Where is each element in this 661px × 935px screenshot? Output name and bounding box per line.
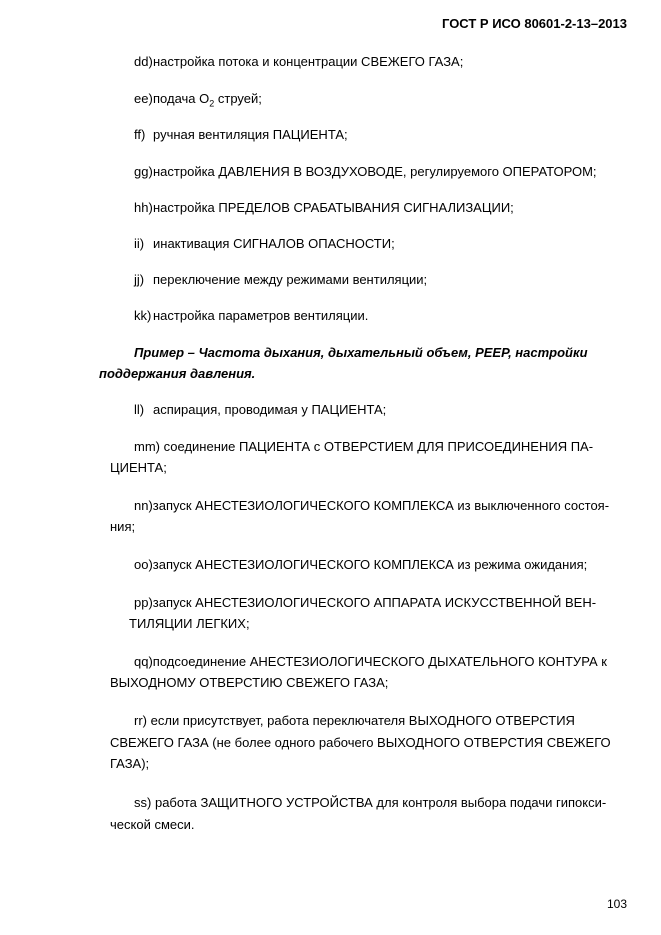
list-item-label: rr)	[134, 713, 147, 728]
list-item-text: настройка потока и концентрации СВЕЖЕГО ГАЗА;	[153, 54, 464, 69]
list-item-ii	[134, 236, 395, 251]
list-item-nn-cont: ния;	[110, 519, 136, 534]
list-item-text: запуск АНЕСТЕЗИОЛОГИЧЕСКОГО КОМПЛЕКСА из выключенного состоя-	[152, 498, 610, 513]
list-item-text: если присутствует, работа переключателя ВЫХОДНОГО ОТВЕРСТИЯ	[150, 713, 575, 728]
subscript: 2	[209, 98, 215, 109]
example-line-1: Пример – Частота дыхания, дыхательный объем, PEEP, настройки	[134, 345, 588, 360]
list-item-rr	[134, 713, 575, 728]
list-item-text: соединение ПАЦИЕНТА с ОТВЕРСТИЕМ ДЛЯ ПРИСОЕДИНЕНИЯ ПА-	[163, 439, 594, 454]
list-item-text-end: струей;	[214, 91, 262, 106]
list-item-pp-cont: ТИЛЯЦИИ ЛЕГКИХ;	[129, 616, 250, 631]
list-item-label: ff)	[134, 127, 146, 142]
list-item-label: kk)	[134, 308, 152, 323]
list-item-text: запуск АНЕСТЕЗИОЛОГИЧЕСКОГО КОМПЛЕКСА из режима ожидания;	[152, 557, 588, 572]
list-item-gg	[134, 164, 597, 179]
list-item-hh	[134, 200, 514, 215]
list-item-label: pp)	[134, 595, 153, 610]
list-item-text: настройка ПРЕДЕЛОВ СРАБАТЫВАНИЯ СИГНАЛИЗАЦИИ;	[153, 200, 514, 215]
list-item-ff	[134, 127, 348, 142]
list-item-text: подача O	[153, 91, 210, 106]
list-item-text: ручная вентиляция ПАЦИЕНТА;	[153, 127, 348, 142]
list-item-text: работа ЗАЩИТНОГО УСТРОЙСТВА для контроля выбора подачи гипокси-	[154, 795, 607, 810]
list-item-label: dd)	[134, 54, 153, 69]
list-item-mm	[134, 439, 593, 454]
list-item-rr-cont-2: ГАЗА);	[110, 756, 150, 771]
list-item-ss	[134, 795, 606, 810]
example-line-2: поддержания давления.	[99, 366, 256, 381]
list-item-text: запуск АНЕСТЕЗИОЛОГИЧЕСКОГО АППАРАТА ИСКУССТВЕННОЙ ВЕН-	[152, 595, 597, 610]
list-item-qq	[134, 654, 607, 669]
list-item-label: ll)	[134, 402, 145, 417]
list-item-kk	[134, 308, 368, 323]
list-item-mm-cont: ЦИЕНТА;	[110, 460, 167, 475]
list-item-oo	[134, 557, 587, 572]
list-item-label: ss)	[134, 795, 152, 810]
list-item-text: переключение между режимами вентиляции;	[153, 272, 428, 287]
list-item-text: инактивация СИГНАЛОВ ОПАСНОСТИ;	[153, 236, 395, 251]
list-item-label: ee)	[134, 91, 153, 106]
list-item-label: oo)	[134, 557, 153, 572]
list-item-nn	[134, 498, 609, 513]
list-item-ll	[134, 402, 386, 417]
list-item-ss-cont: ческой смеси.	[110, 817, 195, 832]
list-item-label: nn)	[134, 498, 153, 513]
list-item-rr-cont: СВЕЖЕГО ГАЗА (не более одного рабочего ВЫХОДНОГО ОТВЕРСТИЯ СВЕЖЕГО	[110, 735, 611, 750]
list-item-jj	[134, 272, 427, 287]
list-item-label: qq)	[134, 654, 153, 669]
list-item-pp	[134, 595, 596, 610]
list-item-text: настройка параметров вентиляции.	[153, 308, 369, 323]
list-item-label: mm)	[134, 439, 160, 454]
list-item-label: jj)	[134, 272, 145, 287]
list-item-text: аспирация, проводимая у ПАЦИЕНТА;	[153, 402, 387, 417]
list-item-label: hh)	[134, 200, 153, 215]
list-item-ee	[134, 91, 262, 109]
list-item-label: ii)	[134, 236, 145, 251]
page-number: 103	[606, 897, 627, 911]
list-item-qq-cont: ВЫХОДНОМУ ОТВЕРСТИЮ СВЕЖЕГО ГАЗА;	[110, 675, 389, 690]
list-item-dd	[134, 54, 463, 69]
list-item-text: настройка ДАВЛЕНИЯ В ВОЗДУХОВОДЕ, регулируемого ОПЕРАТОРОМ;	[153, 164, 597, 179]
document-header: ГОСТ Р ИСО 80601-2-13–2013	[442, 16, 627, 31]
list-item-label: gg)	[134, 164, 153, 179]
list-item-text: подсоединение АНЕСТЕЗИОЛОГИЧЕСКОГО ДЫХАТЕЛЬНОГО КОНТУРА к	[152, 654, 607, 669]
